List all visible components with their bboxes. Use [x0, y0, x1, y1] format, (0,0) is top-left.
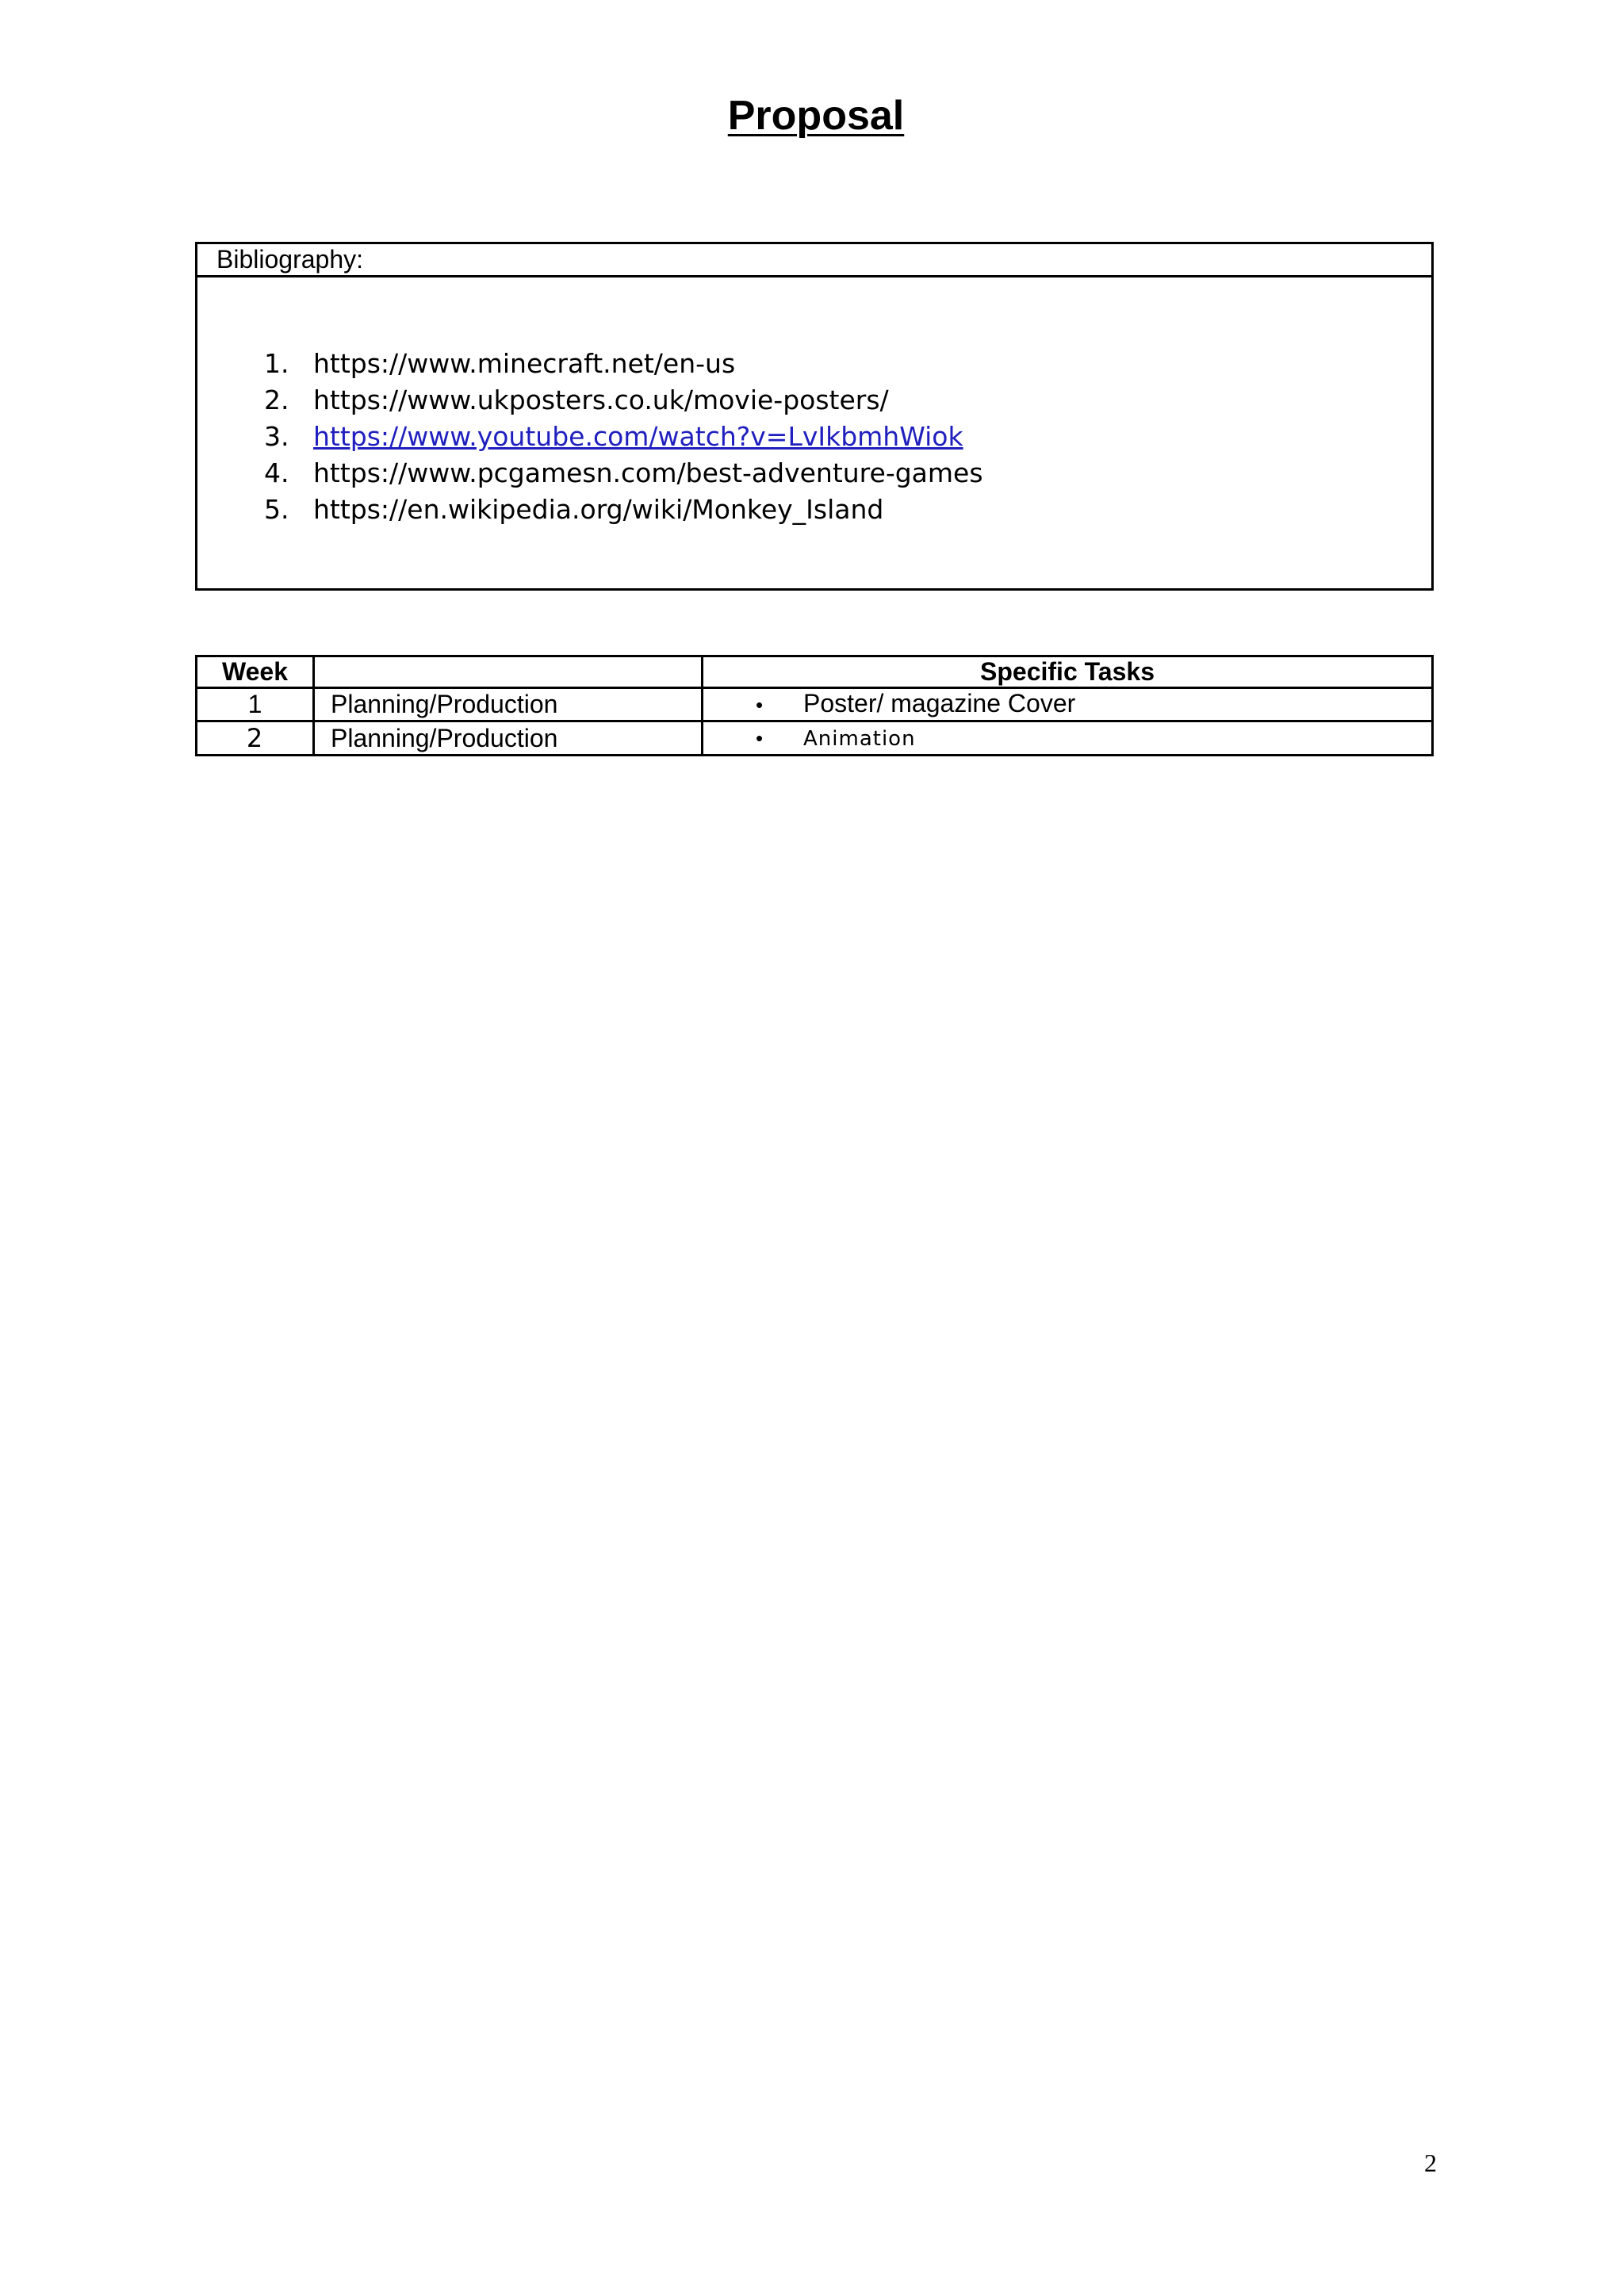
bullet-icon: • — [756, 726, 764, 750]
bibliography-item — [264, 492, 983, 528]
specific-tasks-header: Specific Tasks — [703, 656, 1433, 688]
bibliography-list — [264, 346, 983, 528]
page-number: 2 — [1424, 2149, 1437, 2177]
bibliography-item — [264, 455, 983, 492]
item-number: 3. — [264, 421, 289, 452]
week-cell: 2 — [197, 721, 314, 756]
phase-cell: Planning/Production — [314, 721, 703, 756]
week-cell: 1 — [197, 688, 314, 721]
bibliography-link[interactable]: https://en.wikipedia.org/wiki/Monkey_Island — [313, 494, 884, 525]
bibliography-link[interactable]: https://www.pcgamesn.com/best-adventure-games — [313, 457, 983, 488]
table-row — [197, 688, 1433, 721]
table-row — [197, 721, 1433, 756]
bibliography-hyperlink[interactable]: https://www.youtube.com/watch?v=LvIkbmhWiok — [313, 421, 963, 452]
weekly-tasks-table — [195, 655, 1434, 756]
item-number: 1. — [264, 348, 289, 379]
phase-cell: Planning/Production — [314, 688, 703, 721]
table-header-row — [197, 656, 1433, 688]
item-number: 4. — [264, 457, 289, 488]
bibliography-item — [264, 346, 983, 382]
bibliography-header: Bibliography: — [197, 244, 1431, 277]
bibliography-link[interactable]: https://www.ukposters.co.uk/movie-posters/ — [313, 385, 889, 415]
bibliography-box — [195, 242, 1434, 591]
bullet-icon: • — [756, 693, 764, 717]
task-text: Poster/ magazine Cover — [803, 689, 1076, 718]
bibliography-link[interactable]: https://www.minecraft.net/en-us — [313, 348, 736, 379]
phase-header — [314, 656, 703, 688]
task-cell — [703, 688, 1433, 721]
task-text: Animation — [803, 727, 916, 751]
page-title: Proposal — [727, 93, 905, 139]
bibliography-item — [264, 382, 983, 419]
bibliography-item — [264, 419, 983, 455]
week-header: Week — [197, 656, 314, 688]
item-number: 5. — [264, 494, 289, 525]
task-cell — [703, 721, 1433, 756]
item-number: 2. — [264, 385, 289, 415]
